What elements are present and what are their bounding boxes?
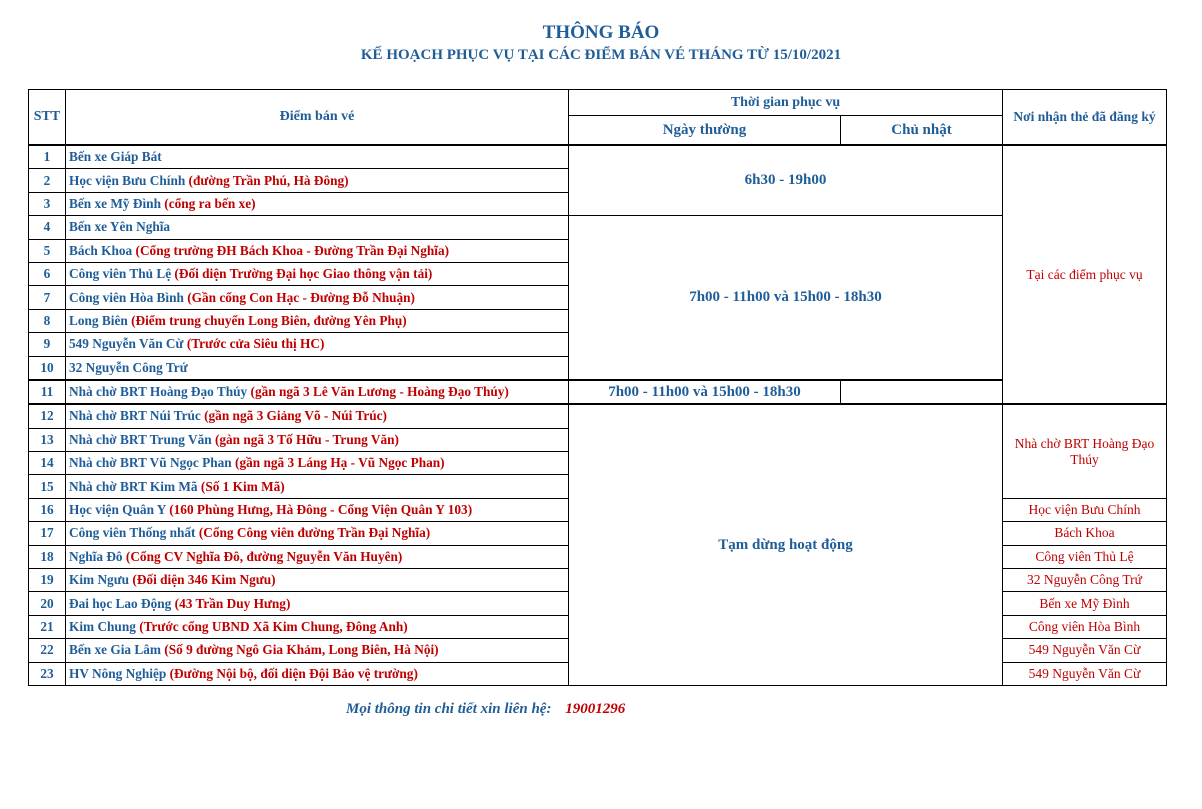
point-name: 549 Nguyễn Văn Cừ: [69, 336, 184, 352]
row-point: [66, 216, 569, 239]
row-point: [66, 428, 569, 451]
row-stt: 19: [29, 569, 66, 592]
row-stt: 21: [29, 615, 66, 638]
point-name: Nghĩa Đô: [69, 548, 123, 564]
header-stt: STT: [29, 90, 66, 146]
row-stt: 16: [29, 498, 66, 521]
row-point: [66, 452, 569, 475]
row-stt: 7: [29, 286, 66, 309]
point-name: Bến xe Gia Lâm: [69, 642, 161, 658]
row-stt: 4: [29, 216, 66, 239]
time-group-1: 6h30 - 19h00: [569, 145, 1003, 216]
row-stt: 11: [29, 380, 66, 404]
row-point: [66, 356, 569, 380]
receive-place: Bến xe Mỹ Đình: [1003, 592, 1167, 615]
point-detail: (Gần cổng Con Hạc - Đường Đỗ Nhuận): [183, 289, 415, 305]
row-stt: 15: [29, 475, 66, 498]
time-group-3: Tạm dừng hoạt động: [569, 404, 1003, 685]
header-weekday: Ngày thường: [569, 116, 841, 146]
schedule-table-container: [28, 89, 1167, 686]
point-detail: (Đường Nội bộ, đối diện Đội Bảo vệ trường): [166, 665, 418, 681]
point-detail: (160 Phùng Hưng, Hà Đông - Cổng Viện Quân Y 103): [165, 502, 473, 518]
point-name: HV Nông Nghiệp: [69, 665, 167, 681]
point-detail: (đường Trần Phú, Hà Đông): [185, 172, 349, 188]
header-sunday: Chủ nhật: [841, 116, 1003, 146]
receive-place: Học viện Bưu Chính: [1003, 498, 1167, 521]
point-name: Công viên Hòa Bình: [69, 289, 184, 305]
point-name: Công viên Thống nhất: [69, 525, 196, 541]
point-detail: (gàn ngã 3 Tố Hữu - Trung Văn): [211, 431, 399, 447]
row-stt: 17: [29, 522, 66, 545]
row-point: [66, 475, 569, 498]
time-row-11-sunday: [841, 380, 1003, 404]
row-point: [66, 145, 569, 169]
point-name: Học viện Quân Y: [69, 502, 166, 518]
point-name: Kim Ngưu: [69, 572, 130, 588]
row-stt: 8: [29, 309, 66, 332]
row-point: [66, 569, 569, 592]
row-stt: 9: [29, 333, 66, 356]
row-point: [66, 169, 569, 192]
point-detail: (Cổng Công viên đường Trần Đại Nghĩa): [195, 525, 431, 541]
row-stt: 13: [29, 428, 66, 451]
point-name: Bến xe Giáp Bát: [69, 149, 162, 165]
point-detail: (gần ngã 3 Giảng Võ - Núi Trúc): [200, 408, 387, 424]
row-point: [66, 592, 569, 615]
row-point: [66, 545, 569, 568]
header-point: Điểm bán vé: [66, 90, 569, 146]
point-name: Nhà chờ BRT Vũ Ngọc Phan: [69, 455, 232, 471]
point-detail: (Trước cổng UBND Xã Kim Chung, Đông Anh): [135, 619, 408, 634]
table-row: [29, 380, 1167, 404]
row-point: [66, 192, 569, 215]
point-detail: (Đối diện 346 Kim Ngưu): [129, 572, 276, 588]
row-point: [66, 498, 569, 521]
receive-group-1: Tại các điểm phục vụ: [1003, 145, 1167, 404]
point-name: Nhà chờ BRT Trung Văn: [69, 431, 212, 447]
header-service-time: Thời gian phục vụ: [569, 90, 1003, 116]
point-name: Nhà chờ BRT Núi Trúc: [69, 408, 201, 424]
point-detail: (Số 9 đường Ngô Gia Khảm, Long Biên, Hà Nội): [160, 642, 439, 658]
point-detail: (Đối diện Trường Đại học Giao thông vận tải): [171, 266, 433, 282]
row-point: [66, 522, 569, 545]
receive-place: 32 Nguyễn Công Trứ: [1003, 569, 1167, 592]
row-point: [66, 239, 569, 262]
point-detail: (Số 1 Kim Mã): [197, 478, 285, 494]
point-detail: (Điểm trung chuyển Long Biên, đường Yên Phụ): [127, 312, 407, 328]
point-name: Học viện Bưu Chính: [69, 172, 186, 188]
contact-footer: [346, 701, 625, 718]
row-stt: 18: [29, 545, 66, 568]
row-stt: 5: [29, 239, 66, 262]
row-stt: 2: [29, 169, 66, 192]
time-group-2: 7h00 - 11h00 và 15h00 - 18h30: [569, 216, 1003, 380]
row-stt: 3: [29, 192, 66, 215]
point-name: Long Biên: [69, 312, 128, 328]
row-point: [66, 615, 569, 638]
point-name: Đai học Lao Động: [69, 595, 172, 611]
point-name: Công viên Thủ Lệ: [69, 266, 172, 282]
row-stt: 12: [29, 404, 66, 428]
header-receive-place: Nơi nhận thẻ đã đăng ký: [1003, 90, 1167, 146]
point-name: Nhà chờ BRT Kim Mã: [69, 478, 198, 494]
schedule-table: [28, 89, 1167, 686]
row-point: [66, 309, 569, 332]
contact-phone[interactable]: 19001296: [565, 701, 626, 717]
notice-subtitle: KẾ HOẠCH PHỤC VỤ TẠI CÁC ĐIỂM BÁN VÉ THÁNG TỪ 15/10/2021: [360, 47, 842, 63]
row-point: [66, 333, 569, 356]
table-row: [29, 145, 1167, 169]
row-stt: 14: [29, 452, 66, 475]
row-point: [66, 380, 569, 404]
point-detail: (Cổng trường ĐH Bách Khoa - Đường Trần Đại Nghĩa): [132, 242, 450, 258]
point-name: 32 Nguyễn Công Trứ: [69, 359, 188, 375]
contact-text: Mọi thông tin chi tiết xin liên hệ:: [346, 701, 552, 717]
row-point: [66, 262, 569, 285]
point-name: Bách Khoa: [69, 242, 133, 258]
point-detail: (cổng ra bến xe): [160, 195, 256, 211]
row-stt: 22: [29, 639, 66, 662]
row-stt: 23: [29, 662, 66, 685]
point-detail: (gần ngã 3 Lê Văn Lương - Hoàng Đạo Thúy): [247, 384, 509, 400]
row-point: [66, 639, 569, 662]
table-row: [29, 404, 1167, 428]
receive-group-2: Nhà chờ BRT Hoàng Đạo Thúy: [1003, 404, 1167, 498]
row-point: [66, 286, 569, 309]
point-detail: (43 Trần Duy Hưng): [171, 595, 291, 611]
point-detail: (Trước cửa Siêu thị HC): [183, 336, 325, 352]
point-name: Bến xe Yên Nghĩa: [69, 219, 171, 235]
notice-title: THÔNG BÁO: [542, 22, 660, 43]
row-stt: 10: [29, 356, 66, 380]
receive-place: Công viên Hòa Bình: [1003, 615, 1167, 638]
receive-place: 549 Nguyễn Văn Cừ: [1003, 639, 1167, 662]
row-stt: 20: [29, 592, 66, 615]
row-point: [66, 662, 569, 685]
point-name: Bến xe Mỹ Đình: [69, 195, 161, 211]
table-row: [29, 216, 1167, 239]
row-stt: 6: [29, 262, 66, 285]
point-detail: (Cổng CV Nghĩa Đô, đường Nguyễn Văn Huyên): [122, 548, 403, 564]
point-detail: (gần ngã 3 Láng Hạ - Vũ Ngọc Phan): [231, 455, 445, 471]
point-name: Nhà chờ BRT Hoàng Đạo Thúy: [69, 384, 248, 400]
time-row-11-weekday: 7h00 - 11h00 và 15h00 - 18h30: [569, 380, 841, 404]
row-point: [66, 404, 569, 428]
receive-place: Bách Khoa: [1003, 522, 1167, 545]
receive-place: 549 Nguyễn Văn Cừ: [1003, 662, 1167, 685]
receive-place: Công viên Thủ Lệ: [1003, 545, 1167, 568]
point-name: Kim Chung: [69, 619, 136, 634]
row-stt: 1: [29, 145, 66, 169]
